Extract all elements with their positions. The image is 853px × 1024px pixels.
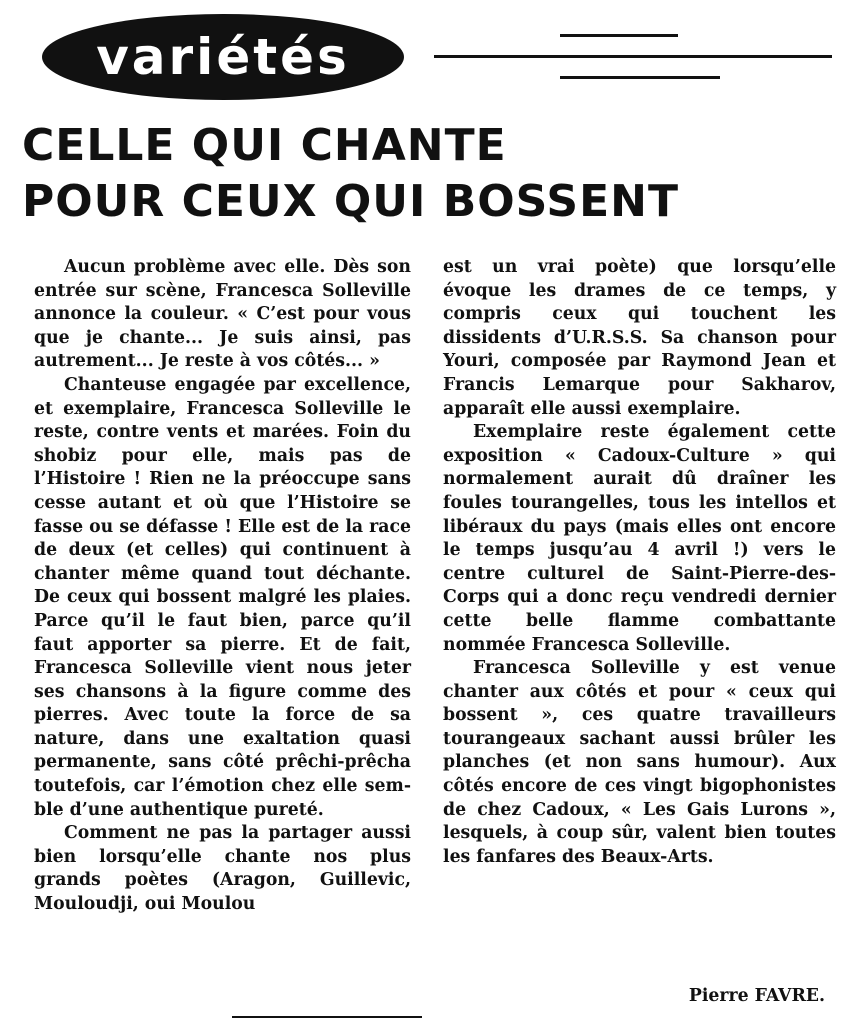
article-paragraph: est un vrai poète) que lorsqu’elle évoque les drames de ce temps, y compris ceux qui touchent les dissidents d’U.R.S.S. Sa chanson pour Youri, composée par Raymond Jean et Francis Lemarque pour Sakharov, apparaît elle aussi exemplaire. — [443, 257, 836, 419]
author-signature: Pierre FAVRE. — [688, 986, 825, 1006]
article-column-right — [443, 256, 836, 869]
article-column-left — [34, 256, 411, 917]
bottom-rule — [232, 1016, 422, 1018]
article-paragraph: Comment ne pas la partager aussi bien lorsqu’elle chante nos plus grands poètes (Aragon, Guillevic, Mouloudji, oui Moulou — [34, 823, 411, 915]
article-headline — [22, 118, 842, 230]
section-rubric-label: variétés — [96, 28, 350, 86]
decorative-rule — [434, 55, 832, 58]
headline-line: CELLE QUI CHANTE — [22, 120, 507, 171]
section-rubric-badge — [42, 14, 404, 100]
decorative-rule — [560, 34, 678, 37]
decorative-rule — [560, 76, 720, 79]
article-paragraph: Chanteuse engagée par excellence, et exemplaire, Francesca Solleville le reste, contre vents et marées. Foin du shobiz pour elle, mais pas de l’Histoire ! Rien ne la préoccupe sans cesse autant et où que l’Histoire se fasse ou se défasse ! Elle est de la race de deux (et celles) qui continuent à chanter même quand tout déchante. De ceux qui bossent malgré les plaies. Parce qu’il le faut bien, parce qu’il faut apporter sa pierre. Et de fait, Francesca Solleville vient nous jeter ses chansons à la figure comme des pierres. Avec toute la force de sa nature, dans une exaltation quasi permanente, sans côté prêchi-prêcha toutefois, car l’émotion chez elle semble d’une authentique pureté. — [34, 374, 411, 820]
article-paragraph: Aucun problème avec elle. Dès son entrée sur scène, Francesca Solleville annonce la couleur. « C’est pour vous que je chante... Je suis ainsi, pas autrement... Je reste à vos côtés... » — [34, 257, 411, 372]
headline-line: POUR CEUX QUI BOSSENT — [22, 176, 679, 227]
article-paragraph: Francesca Solleville y est venue chanter aux côtés et pour « ceux qui bossent », ces quatre travailleurs tourangeaux sachant aussi brûler les planches (et non sans humour). Aux côtés encore de ces vingt bigophonistes de chez Cadoux, « Les Gais Lurons », lesquels, à coup sûr, valent bien toutes les fanfares des Beaux-Arts. — [443, 658, 836, 867]
article-paragraph: Exemplaire reste également cette exposition « Cadoux-Culture » qui normalement aurait dû draîner les foules tourangelles, tous les intellos et libéraux du pays (mais elles ont encore le temps jusqu’au 4 avril !) vers le centre culturel de Saint-Pierre-des-Corps qui a donc reçu vendredi dernier cette belle flamme combattante nommée Francesca Solleville. — [443, 422, 836, 655]
